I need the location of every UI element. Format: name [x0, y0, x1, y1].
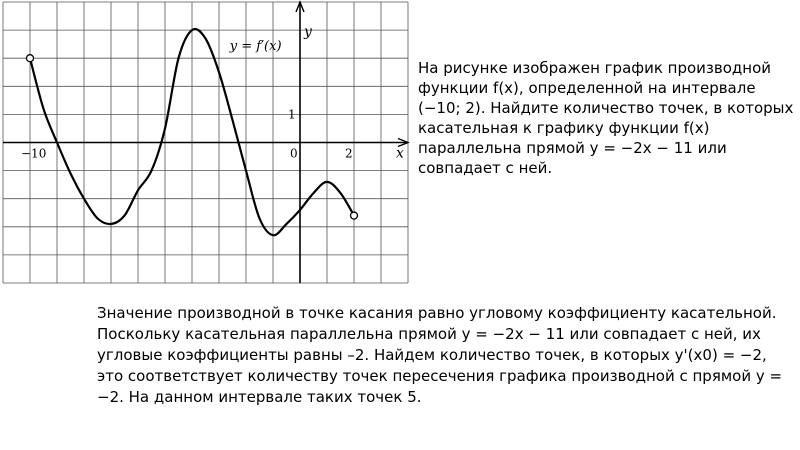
derivative-graph [0, 0, 410, 290]
axes [3, 2, 408, 283]
curve-label: y = f′(x) [229, 38, 282, 54]
x-tick-label: 2 [345, 146, 353, 161]
solution-text: Значение производной в точке касания равно угловому коэффициенту касательной. Поскольку касательная параллельна прямой y = −2x − 11 или совпадает с ней, их угловые коэффициенты равны –2. Найдем количество точек, в которых y'(x0) = −2, это соответствует количеству точек пересечения графика производной с прямой y = −2. На данном интервале таких точек 5. [97, 304, 783, 406]
x-tick-label: −10 [21, 146, 47, 161]
problem-text: На рисунке изображен график производной функции f(x), определенной на интервале (−10; 2). Найдите количество точек, в которых касательная к графику функции f(x) параллельна прямой y = −2x − 11 или совпадает с ней. [418, 59, 794, 177]
open-endpoint [351, 212, 358, 219]
y-tick-label: 1 [288, 107, 296, 122]
problem-statement [418, 58, 798, 178]
y-axis-label: y [304, 24, 312, 40]
open-endpoint [27, 55, 34, 62]
solution-text-block [97, 303, 797, 408]
tick-labels [21, 107, 353, 160]
x-tick-label: 0 [290, 146, 298, 161]
x-axis-label: x [396, 145, 404, 162]
